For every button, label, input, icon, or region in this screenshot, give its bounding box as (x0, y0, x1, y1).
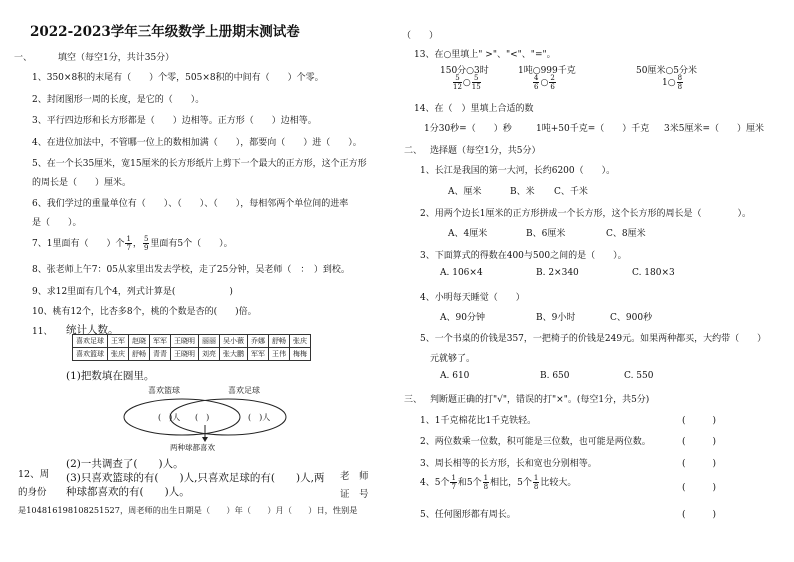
judge-4 (420, 474, 576, 492)
judge-4-prefix: 4、5个 (420, 478, 450, 488)
question-6-line-2: 是（ ）。 (32, 218, 82, 228)
table-cell: 青青 (150, 348, 171, 361)
fraction-numerator: 1 (126, 235, 131, 243)
question-12-card-number: 证 号 (340, 489, 369, 500)
fraction-denominator: 8 (533, 483, 539, 491)
judge-5-blank: ( ) (682, 510, 717, 520)
fraction-denominator: 12 (453, 83, 462, 91)
choice-5-option-a: A. 610 (440, 371, 470, 381)
question-9: 9、求12里面有几个4，列式计算是( ) (32, 287, 233, 297)
judge-3-blank: ( ) (682, 459, 717, 469)
fraction-denominator: 8 (483, 483, 489, 491)
judge-1: 1、1千克棉花比1千克铁轻。 (420, 416, 537, 426)
choice-2-option-a: A、4厘米 (448, 229, 488, 239)
question-7-suffix: 里面有5个（ ）。 (150, 239, 233, 249)
table-cell: 军军 (150, 335, 171, 348)
fraction-denominator: 6 (550, 83, 555, 91)
table-cell: 王伟 (269, 348, 290, 361)
section-1-number: 一、 (14, 53, 33, 63)
judge-2: 2、两位数乘一位数，积可能是三位数，也可能是两位数。 (420, 437, 651, 447)
table-cell: 王晓明 (171, 348, 199, 361)
section-2-number: 二、 (404, 146, 423, 156)
choice-3-option-a: A. 106×4 (440, 268, 483, 278)
choice-5-option-c: C. 550 (624, 371, 654, 381)
judge-2-blank: ( ) (682, 437, 717, 447)
judge-4-middle: 和5个 (457, 478, 482, 488)
compare-circle: ○ (462, 78, 471, 88)
choice-4-option-c: C、900秒 (610, 313, 653, 323)
table-cell: 丽丽 (199, 335, 220, 348)
compare-circle: ○ (540, 78, 549, 88)
compare-5 (532, 74, 557, 92)
table-cell: 王晓明 (171, 335, 199, 348)
question-12-number: 12、周 (18, 469, 50, 480)
venn-circle-basketball (124, 399, 240, 435)
question-11-part-3-line-2: 种球都喜欢的有( )人。 (66, 486, 190, 498)
judge-4-blank: ( ) (682, 483, 717, 493)
fraction-denominator: 7 (451, 483, 456, 491)
table-cell: 张庆 (290, 335, 311, 348)
choice-4: 4、小明每天睡觉（ ） (420, 293, 525, 303)
venn-label-basketball: 喜欢篮球 (148, 386, 180, 395)
question-11-part-1: (1)把数填在圈里。 (66, 370, 155, 382)
fraction-1-7 (450, 474, 456, 491)
judge-5: 5、任何图形都有周长。 (420, 510, 516, 520)
table-cell: 刘亮 (199, 348, 220, 361)
table-cell: 喜欢篮球 (73, 348, 108, 361)
question-10: 10、桃有12个，比杏多8个，桃的个数是杏的( )倍。 (32, 307, 257, 317)
question-12-text: 是104816198108251527，周老师的出生日期是（ ）年（ ）月（ ）日，性别是 (18, 505, 358, 515)
choice-3: 3、下面算式的得数在400与500之间的是（ ）。 (420, 251, 627, 261)
choice-2-option-c: C、8厘米 (606, 229, 646, 239)
page-title: 2022-2023学年三年级数学上册期末测试卷 (30, 24, 300, 40)
fraction-denominator: 15 (471, 83, 481, 91)
judge-3: 3、周长相等的长方形，长和宽也分别相等。 (420, 459, 597, 469)
question-4: 4、在进位加法中，不管哪一位上的数相加满（ ），都要向（ ）进（ ）。 (32, 138, 362, 148)
venn-left-blank: ( )人 (158, 413, 181, 422)
question-12-id: 的身份 (18, 487, 47, 498)
compare-2: 1吨○999千克 (518, 66, 576, 76)
compare-1: 150分○3时 (440, 66, 489, 76)
question-13: 13、在○里填上" >"、"<"、"="。 (414, 50, 556, 60)
venn-label-both: 两种球都喜欢 (170, 443, 215, 452)
table-cell: 张大鹏 (220, 348, 248, 361)
venn-right-blank: ( )人 (248, 413, 271, 422)
survey-table (72, 334, 311, 361)
question-7-prefix: 7、1里面有（ ）个 (32, 239, 125, 249)
question-5-line-2: 的周长是（ ）厘米。 (32, 178, 132, 188)
fraction-denominator: 6 (534, 83, 539, 91)
table-cell: 赵晓 (129, 335, 150, 348)
choice-4-option-a: A、90分钟 (440, 313, 485, 323)
compare-4 (452, 74, 482, 92)
choice-1-option-a: A、厘米 (448, 187, 482, 197)
fraction-1-8 (483, 474, 489, 491)
choice-1: 1、长江是我国的第一大河，长约6200（ ）。 (420, 166, 616, 176)
fraction-5-12 (453, 74, 462, 91)
table-cell: 张庆 (108, 348, 129, 361)
question-5-line-1: 5、在一个长35厘米，宽15厘米的长方形纸片上剪下一个最大的正方形，这个正方形 (32, 159, 367, 169)
venn-label-football: 喜欢足球 (228, 386, 260, 395)
compare-3: 50厘米○5分米 (636, 66, 698, 76)
question-11-number: 11、 (32, 327, 53, 337)
choice-1-option-c: C、千米 (554, 187, 588, 197)
fraction-numerator: 5 (453, 74, 462, 83)
question-14-c: 3米5厘米=（ ）厘米 (664, 124, 764, 134)
table-cell: 乔娜 (248, 335, 269, 348)
choice-5-line-1: 5、一个书桌的价钱是357，一把椅子的价钱是249元。如果两种都买，大约带（ ） (420, 334, 767, 344)
table-cell: 舒畅 (269, 335, 290, 348)
fraction-numerator: 4 (534, 74, 539, 82)
fraction-numerator: 1 (483, 474, 489, 482)
question-11-text: 统计人数。 (66, 324, 119, 336)
fraction-8-8 (677, 74, 683, 91)
table-cell: 王军 (108, 335, 129, 348)
section-2-title: 选择题（每空1分，共5分） (430, 146, 541, 156)
question-3: 3、平行四边形和长方形都是（ ）边相等。正方形（ ）边相等。 (32, 116, 317, 126)
table-cell: 军军 (248, 348, 269, 361)
fraction-numerator: 5 (472, 74, 481, 83)
table-row (73, 348, 311, 361)
question-1: 1、350×8积的末尾有（ ）个零，505×8积的中间有（ ）个零。 (32, 73, 324, 83)
fraction-numerator: 1 (451, 474, 456, 482)
section-3-number: 三、 (404, 395, 423, 405)
venn-middle-blank: ( ) (195, 413, 210, 422)
judge-4-middle-2: 相比，5个 (490, 478, 532, 488)
fraction-numerator: 5 (143, 235, 149, 243)
compare-prefix: 1○ (662, 78, 676, 88)
table-cell: 梅梅 (290, 348, 311, 361)
question-12-teacher: 老 师 (340, 471, 369, 482)
table-cell: 吴小薇 (220, 335, 248, 348)
fraction-numerator: 2 (550, 74, 555, 82)
choice-1-option-b: B、米 (510, 187, 535, 197)
choice-5-option-b: B. 650 (540, 371, 570, 381)
judge-4-suffix: 比较大。 (540, 478, 577, 488)
fraction-numerator: 1 (533, 474, 539, 482)
question-7 (32, 235, 233, 253)
answer-blank: （ ） (402, 31, 439, 41)
question-2: 2、封闭图形一周的长度，是它的（ ）。 (32, 95, 205, 105)
fraction-denominator: 7 (126, 244, 131, 252)
choice-5-line-2: 元就够了。 (430, 354, 476, 364)
section-3-title: 判断题正确的打"√"，错误的打"×"。(每空1分，共5分) (430, 395, 650, 405)
table-cell: 喜欢足球 (73, 335, 108, 348)
question-11-part-3-line-1: (3)只喜欢篮球的有( )人,只喜欢足球的有( )人,两 (66, 472, 325, 484)
table-row (73, 335, 311, 348)
fraction-denominator: 8 (677, 83, 683, 91)
question-14-b: 1吨+50千克=（ ）千克 (536, 124, 650, 134)
fraction-1-8 (533, 474, 539, 491)
choice-2-option-b: B、6厘米 (526, 229, 566, 239)
choice-2: 2、用两个边长1厘米的正方形拼成一个长方形，这个长方形的周长是（ ）。 (420, 209, 751, 219)
fraction-2-6 (549, 74, 555, 91)
compare-6 (662, 74, 684, 92)
fraction-5-15 (472, 74, 481, 91)
fraction-numerator: 8 (677, 74, 683, 82)
question-14-a: 1分30秒=（ ）秒 (424, 124, 512, 134)
choice-4-option-b: B、9小时 (536, 313, 576, 323)
judge-1-blank: ( ) (682, 416, 717, 426)
choice-3-option-c: C. 180×3 (632, 268, 675, 278)
fraction-4-6 (533, 74, 539, 91)
question-11-part-2: (2)一共调查了( )人。 (66, 458, 184, 470)
question-14: 14、在（ ）里填上合适的数 (414, 104, 534, 114)
section-1-title: 填空（每空1分，共计35分） (58, 53, 175, 63)
question-7-separator: ， (132, 239, 142, 249)
choice-3-option-b: B. 2×340 (536, 268, 579, 278)
question-8: 8、张老师上午7：05从家里出发去学校，走了25分钟，吴老师（ ： ）到校。 (32, 265, 350, 275)
fraction-5-9 (143, 235, 149, 252)
table-cell: 舒畅 (129, 348, 150, 361)
fraction-1-7 (125, 235, 131, 252)
fraction-denominator: 9 (143, 244, 149, 252)
question-6-line-1: 6、我们学过的重量单位有（ ）、（ ）、（ ），每相邻两个单位间的进率 (32, 199, 349, 209)
